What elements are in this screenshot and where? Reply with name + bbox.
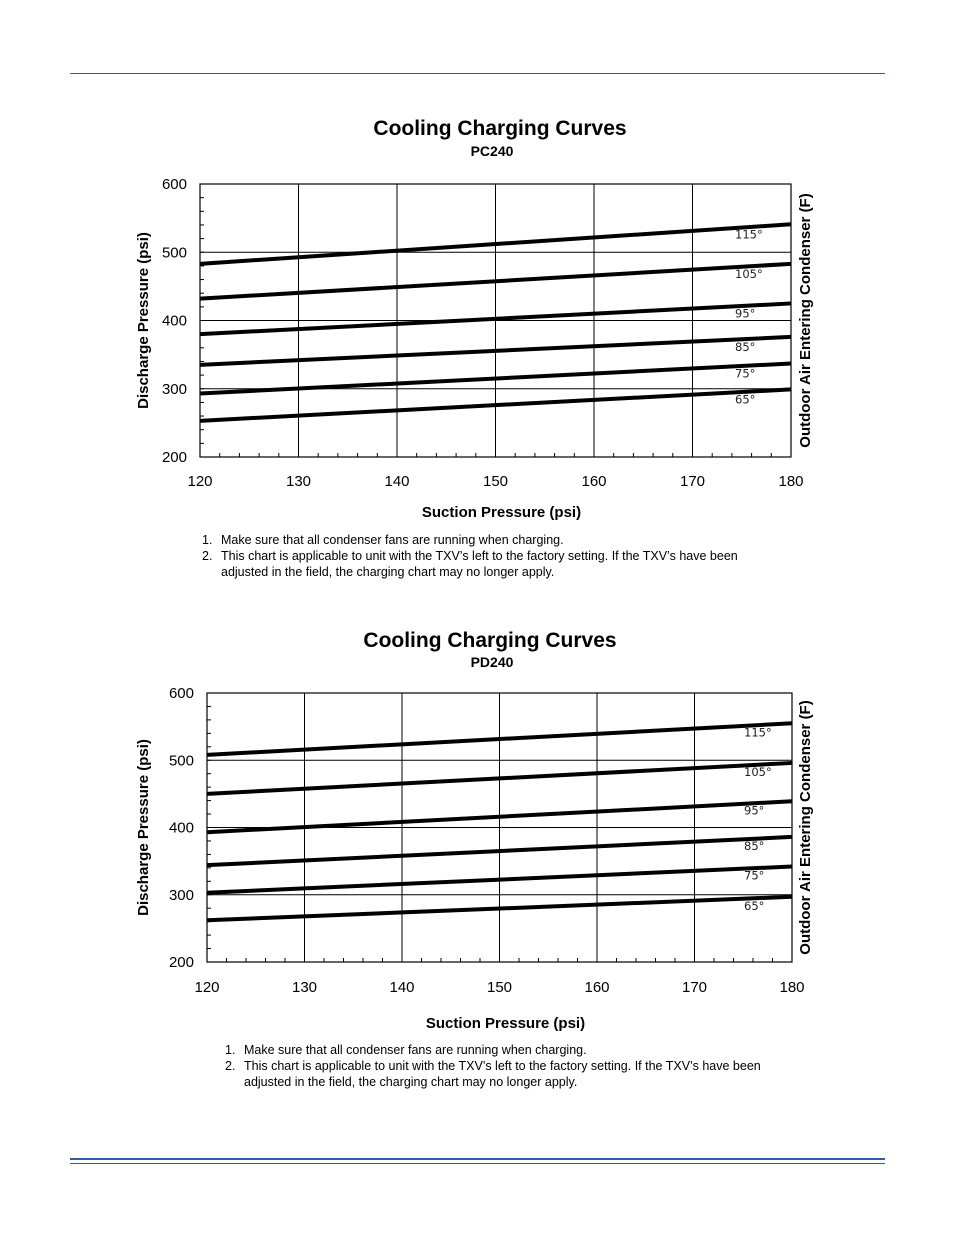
chart-title: Cooling Charging Curves — [363, 629, 617, 652]
y-tick-label: 500 — [168, 752, 194, 770]
series-label: 105° — [744, 764, 772, 779]
chart-title: Cooling Charging Curves — [373, 117, 627, 140]
note-item: 2. This chart is applicable to unit with the TXV’s left to the factory setting. If the TXV’s have been adjusted in the field, the charging chart may no longer apply. — [202, 549, 738, 579]
x-tick-label: 130 — [291, 979, 318, 996]
series-label: 75° — [735, 366, 756, 381]
chart-subtitle: PC240 — [470, 143, 514, 159]
series-label: 105° — [735, 266, 763, 281]
x-tick-label: 180 — [778, 473, 804, 490]
x-tick-label: 120 — [194, 979, 220, 996]
y2-axis-label: Outdoor Air Entering Condenser (F) — [797, 700, 814, 955]
series-label: 115° — [744, 725, 772, 740]
x-tick-label: 140 — [389, 979, 415, 996]
y-tick-label: 600 — [168, 685, 194, 702]
y-tick-label: 200 — [168, 954, 194, 971]
x-tick-label: 180 — [779, 979, 805, 996]
y-tick-label: 600 — [161, 176, 187, 193]
footer-rule-thin — [70, 1163, 885, 1164]
notes-list — [225, 1042, 805, 1090]
x-tick-label: 170 — [681, 979, 708, 996]
x-tick-label: 140 — [384, 473, 410, 490]
y-tick-label: 200 — [161, 449, 187, 466]
series-label: 75° — [744, 868, 765, 883]
series-label: 85° — [735, 339, 756, 354]
x-tick-label: 150 — [486, 979, 513, 996]
chart-subtitle: PD240 — [470, 654, 514, 670]
series-label: 65° — [735, 392, 756, 407]
series-label: 115° — [735, 227, 763, 242]
y-tick-label: 300 — [161, 380, 187, 398]
y2-axis-label: Outdoor Air Entering Condenser (F) — [797, 193, 814, 448]
y-tick-label: 500 — [161, 244, 187, 262]
x-tick-label: 160 — [584, 979, 610, 996]
note-item: 1. Make sure that all condenser fans are running when charging. — [225, 1043, 587, 1057]
x-tick-label: 170 — [679, 473, 706, 490]
series-label: 65° — [744, 898, 765, 913]
y-axis-label: Discharge Pressure (psi) — [135, 739, 152, 916]
x-tick-label: 120 — [187, 473, 213, 490]
y-tick-label: 400 — [168, 819, 194, 837]
y-axis-label: Discharge Pressure (psi) — [135, 232, 152, 409]
x-axis-label: Suction Pressure (psi) — [421, 504, 582, 521]
x-tick-label: 150 — [482, 473, 509, 490]
note-item: 2. This chart is applicable to unit with the TXV’s left to the factory setting. If the TXV’s have been adjusted in the field, the charging chart may no longer apply. — [225, 1059, 761, 1089]
note-item: 1. Make sure that all condenser fans are running when charging. — [202, 533, 564, 547]
x-tick-label: 130 — [285, 473, 312, 490]
y-tick-label: 300 — [168, 886, 194, 904]
series-label: 95° — [744, 803, 765, 818]
series-label: 85° — [744, 838, 765, 853]
y-tick-label: 400 — [161, 312, 187, 330]
footer-rule — [70, 1158, 885, 1160]
x-tick-label: 160 — [581, 473, 607, 490]
series-label: 95° — [735, 306, 756, 321]
x-axis-label: Suction Pressure (psi) — [425, 1015, 586, 1032]
